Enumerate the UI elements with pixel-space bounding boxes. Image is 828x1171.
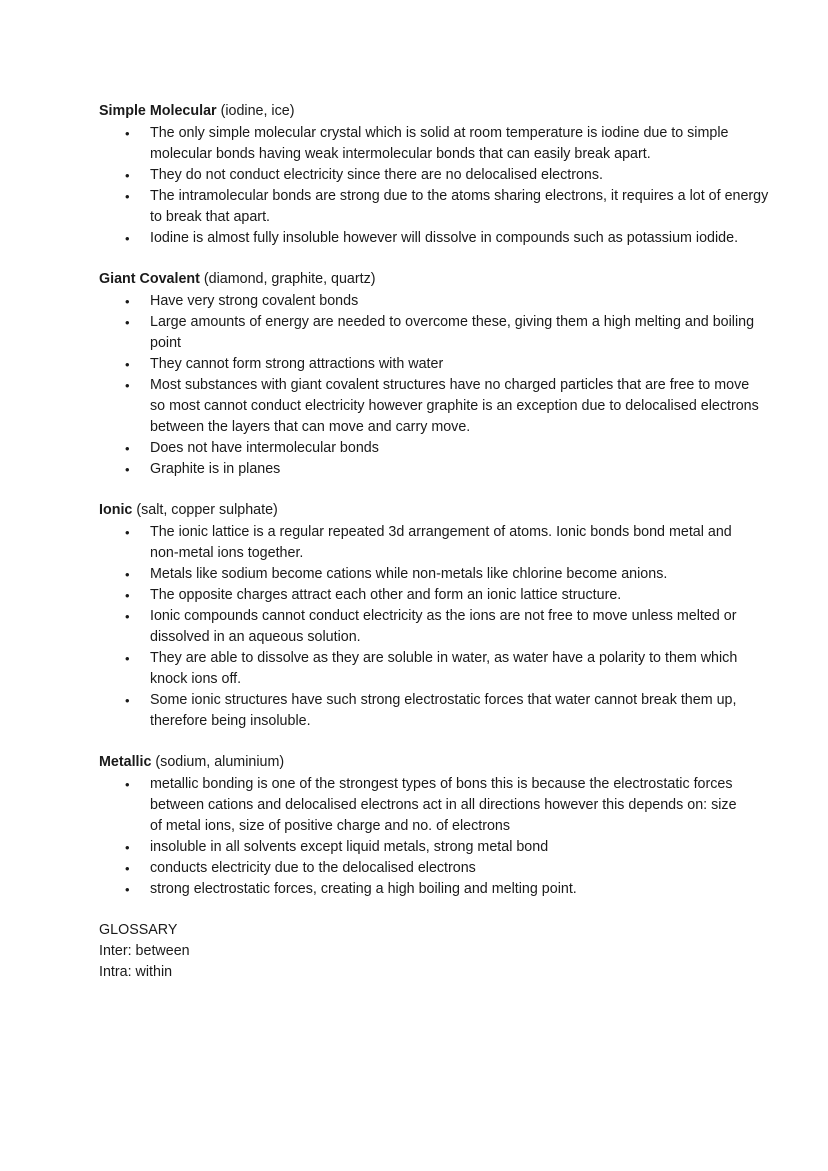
list-item: [99, 837, 735, 858]
bullet-text: • They are able to dissolve as they are soluble in water, as water have a polarity to them which knock ions off.: [150, 650, 738, 687]
bullet-text: • The opposite charges attract each other and form an ionic lattice structure.: [150, 587, 622, 603]
glossary-entry: Inter: between: [99, 943, 190, 959]
bullet-text: • The ionic lattice is a regular repeated 3d arrangement of atoms. Ionic bonds bond metal and non-metal ions together.: [150, 524, 732, 561]
list-item: [99, 438, 735, 459]
bullet-text: • They cannot form strong attractions with water: [150, 356, 444, 372]
bullet-text: • conducts electricity due to the delocalised electrons: [150, 860, 476, 876]
section-examples: (sodium, aluminium): [151, 754, 285, 770]
list-item: [99, 879, 735, 900]
list-item: [99, 186, 769, 228]
section-term: Metallic: [99, 754, 152, 770]
list-item: [99, 648, 738, 690]
list-item: [99, 165, 735, 186]
bullet-text: • Metals like sodium become cations while non-metals like chlorine become anions.: [150, 566, 668, 582]
list-item: [99, 312, 755, 354]
bullet-text: • Most substances with giant covalent structures have no charged particles that are free to move so most cannot conduct electricity however graphite is an exception due to delocalised electrons between the layers that can move and carry move.: [150, 377, 759, 435]
list-item: [99, 606, 735, 648]
bullet-text: • The only simple molecular crystal which is solid at room temperature is iodine due to simple molecular bonds having weak intermolecular bonds that can easily break apart.: [150, 125, 729, 162]
section-term: Giant Covalent: [99, 271, 200, 287]
bullet-text: • Ionic compounds cannot conduct electricity as the ions are not free to move unless melted or dissolved in an aqueous solution.: [150, 608, 737, 645]
list-item: [99, 228, 739, 249]
glossary-title: GLOSSARY: [99, 922, 178, 938]
document-body: [99, 101, 769, 983]
section-term: Ionic: [99, 502, 133, 518]
bullet-list-simple-molecular: [99, 123, 769, 249]
bullet-text: • insoluble in all solvents except liquid metals, strong metal bond: [150, 839, 549, 855]
list-item: [99, 522, 735, 564]
section-ionic: [99, 500, 738, 732]
glossary-entry: Intra: within: [99, 964, 173, 980]
bullet-text: • Large amounts of energy are needed to overcome these, giving them a high melting and boiling point: [150, 314, 755, 351]
section-heading-simple-molecular: [99, 101, 735, 122]
section-examples: (diamond, graphite, quartz): [199, 271, 376, 287]
list-item: [99, 858, 735, 879]
list-item: [99, 375, 759, 438]
section-examples: (salt, copper sulphate): [132, 502, 278, 518]
list-item: [99, 291, 735, 312]
bullet-text: • strong electrostatic forces, creating a high boiling and melting point.: [150, 881, 577, 897]
bullet-text: • metallic bonding is one of the strongest types of bons this is because the electrostatic forces between cations and delocalised electrons act in all directions however this depends on: size of metal ions, size of positive charge and no. of electrons: [150, 776, 737, 834]
list-item: [99, 564, 735, 585]
list-item: [99, 774, 735, 837]
list-item: [99, 123, 735, 165]
bullet-text: • Have very strong covalent bonds: [150, 293, 359, 309]
section-heading-giant-covalent: [99, 269, 735, 290]
section-simple-molecular: [99, 101, 769, 249]
section-heading-metallic: [99, 752, 735, 773]
glossary-block: [99, 920, 735, 983]
section-metallic: [99, 752, 735, 900]
section-heading-ionic: [99, 500, 735, 521]
bullet-text: • Graphite is in planes: [150, 461, 281, 477]
bullet-text: • Iodine is almost fully insoluble however will dissolve in compounds such as potassium iodide.: [150, 230, 739, 246]
bullet-list-metallic: [99, 774, 735, 900]
bullet-text: • The intramolecular bonds are strong due to the atoms sharing electrons, it requires a lot of energy to break that apart.: [150, 188, 769, 225]
list-item: [99, 585, 735, 606]
list-item: [99, 459, 735, 480]
section-term: Simple Molecular: [99, 103, 217, 119]
section-examples: (iodine, ice): [216, 103, 295, 119]
bullet-list-giant-covalent: [99, 291, 759, 480]
list-item: [99, 354, 735, 375]
bullet-list-ionic: [99, 522, 738, 732]
section-giant-covalent: [99, 269, 759, 480]
list-item: [99, 690, 735, 732]
bullet-text: • Does not have intermolecular bonds: [150, 440, 379, 456]
bullet-text: • Some ionic structures have such strong electrostatic forces that water cannot break them up, therefore being insoluble.: [150, 692, 737, 729]
bullet-text: • They do not conduct electricity since there are no delocalised electrons.: [150, 167, 603, 183]
